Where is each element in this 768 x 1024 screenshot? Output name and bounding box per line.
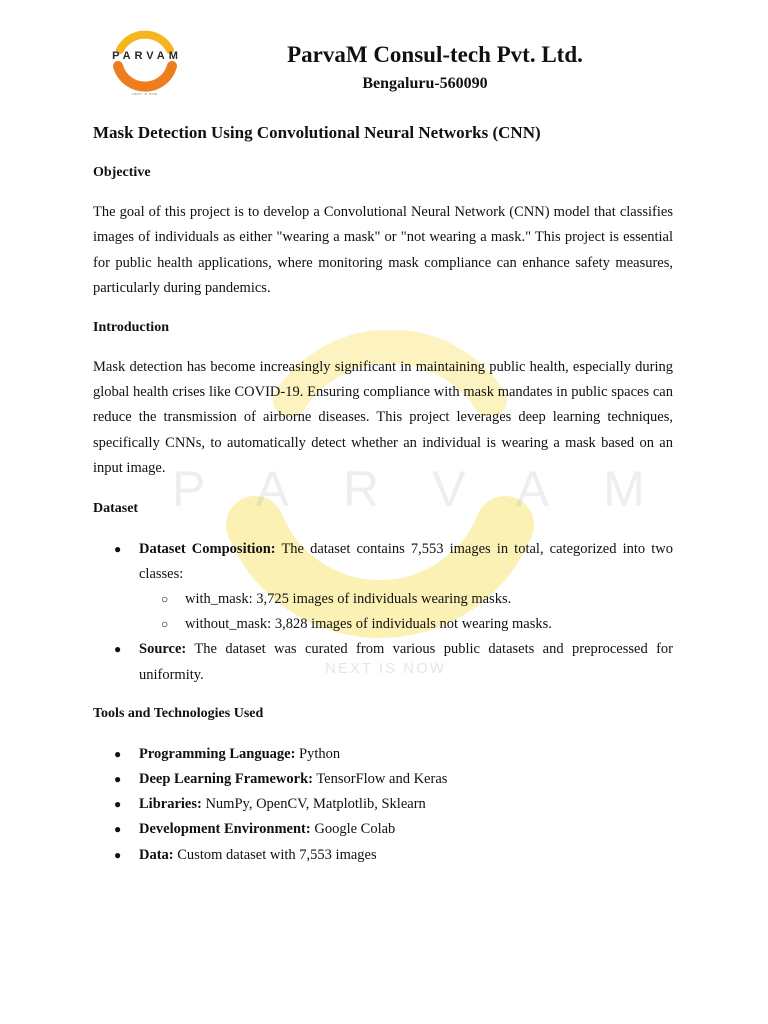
- list-item: [93, 767, 673, 792]
- tool-label: Programming Language:: [139, 745, 296, 762]
- document-body: [93, 120, 699, 868]
- tool-label: Deep Learning Framework:: [139, 771, 313, 788]
- introduction-heading: Introduction: [93, 319, 169, 335]
- tool-value: Custom dataset with 7,553 images: [173, 846, 377, 863]
- list-item: [93, 637, 673, 687]
- tool-label: Development Environment:: [139, 821, 311, 838]
- watermark-letters: PARVAM: [172, 461, 699, 517]
- circle-bullet-icon: ○: [161, 617, 169, 632]
- document-title: Mask Detection Using Convolutional Neural Networks (CNN): [93, 123, 541, 142]
- dataset-composition-text: The dataset contains 7,553 images in total, categorized into two classes:: [139, 540, 673, 582]
- company-name: ParvaM Consul-tech Pvt. Ltd.: [287, 42, 583, 67]
- dataset-class-without-mask: without_mask: 3,828 images of individuals not wearing masks.: [185, 616, 552, 633]
- objective-heading: Objective: [93, 165, 151, 180]
- list-item: [139, 587, 673, 612]
- dataset-source-label: Source:: [139, 641, 187, 658]
- introduction-text: Mask detection has become increasingly significant in maintaining public health, especially during global health crises like COVID-19. Ensuring compliance with mask mandates in public spaces can reduce the transmission of airborne diseases. This project leverages deep learning techniques, specifically CNNs, to automatically detect whether an individual is wearing a mask based on an input image.: [93, 358, 673, 477]
- bullet-icon: ●: [114, 797, 122, 812]
- dataset-list: [93, 537, 673, 688]
- tool-value: Python: [295, 745, 341, 762]
- objective-text: The goal of this project is to develop a Convolutional Neural Network (CNN) model that classifies images of individuals as either "wearing a mask" or "not wearing a mask." This project is essential for public health applications, where monitoring mask compliance can enhance safety measures, particularly during pandemics.: [93, 204, 673, 297]
- list-item: [93, 843, 673, 868]
- watermark-tagline: NEXT IS NOW: [325, 660, 446, 677]
- company-city: Bengaluru-560090: [362, 75, 488, 92]
- dataset-composition-label: Dataset Composition:: [139, 540, 276, 557]
- logo-text: PARVAM: [112, 50, 182, 62]
- bullet-icon: ●: [114, 822, 122, 837]
- bullet-icon: ●: [114, 746, 122, 761]
- dataset-class-with-mask: with_mask: 3,725 images of individuals wearing masks.: [185, 591, 512, 608]
- dataset-source-text: The dataset was curated from various public datasets and preprocessed for uniformity.: [139, 641, 673, 683]
- tool-label: Libraries:: [139, 796, 202, 813]
- list-item: [93, 817, 673, 842]
- tool-value: TensorFlow and Keras: [312, 771, 448, 788]
- logo-tagline: NEXT IS NOW: [132, 92, 158, 96]
- tool-label: Data:: [139, 846, 174, 863]
- logo-ring-icon: [98, 28, 192, 102]
- tools-heading: Tools and Technologies Used: [93, 705, 264, 721]
- list-item: [93, 742, 673, 767]
- bullet-icon: ●: [114, 847, 122, 862]
- list-item: [93, 792, 673, 817]
- bullet-icon: ●: [114, 772, 122, 787]
- list-item: [139, 612, 673, 637]
- tool-value: NumPy, OpenCV, Matplotlib, Sklearn: [201, 796, 426, 813]
- tool-value: Google Colab: [310, 821, 396, 838]
- bullet-icon: ●: [114, 541, 122, 556]
- company-logo: [98, 28, 192, 102]
- tools-list: [93, 742, 673, 868]
- dataset-heading: Dataset: [93, 500, 139, 516]
- dataset-class-list: [139, 587, 673, 637]
- list-item: [93, 537, 673, 638]
- circle-bullet-icon: ○: [161, 592, 169, 607]
- bullet-icon: ●: [114, 642, 122, 657]
